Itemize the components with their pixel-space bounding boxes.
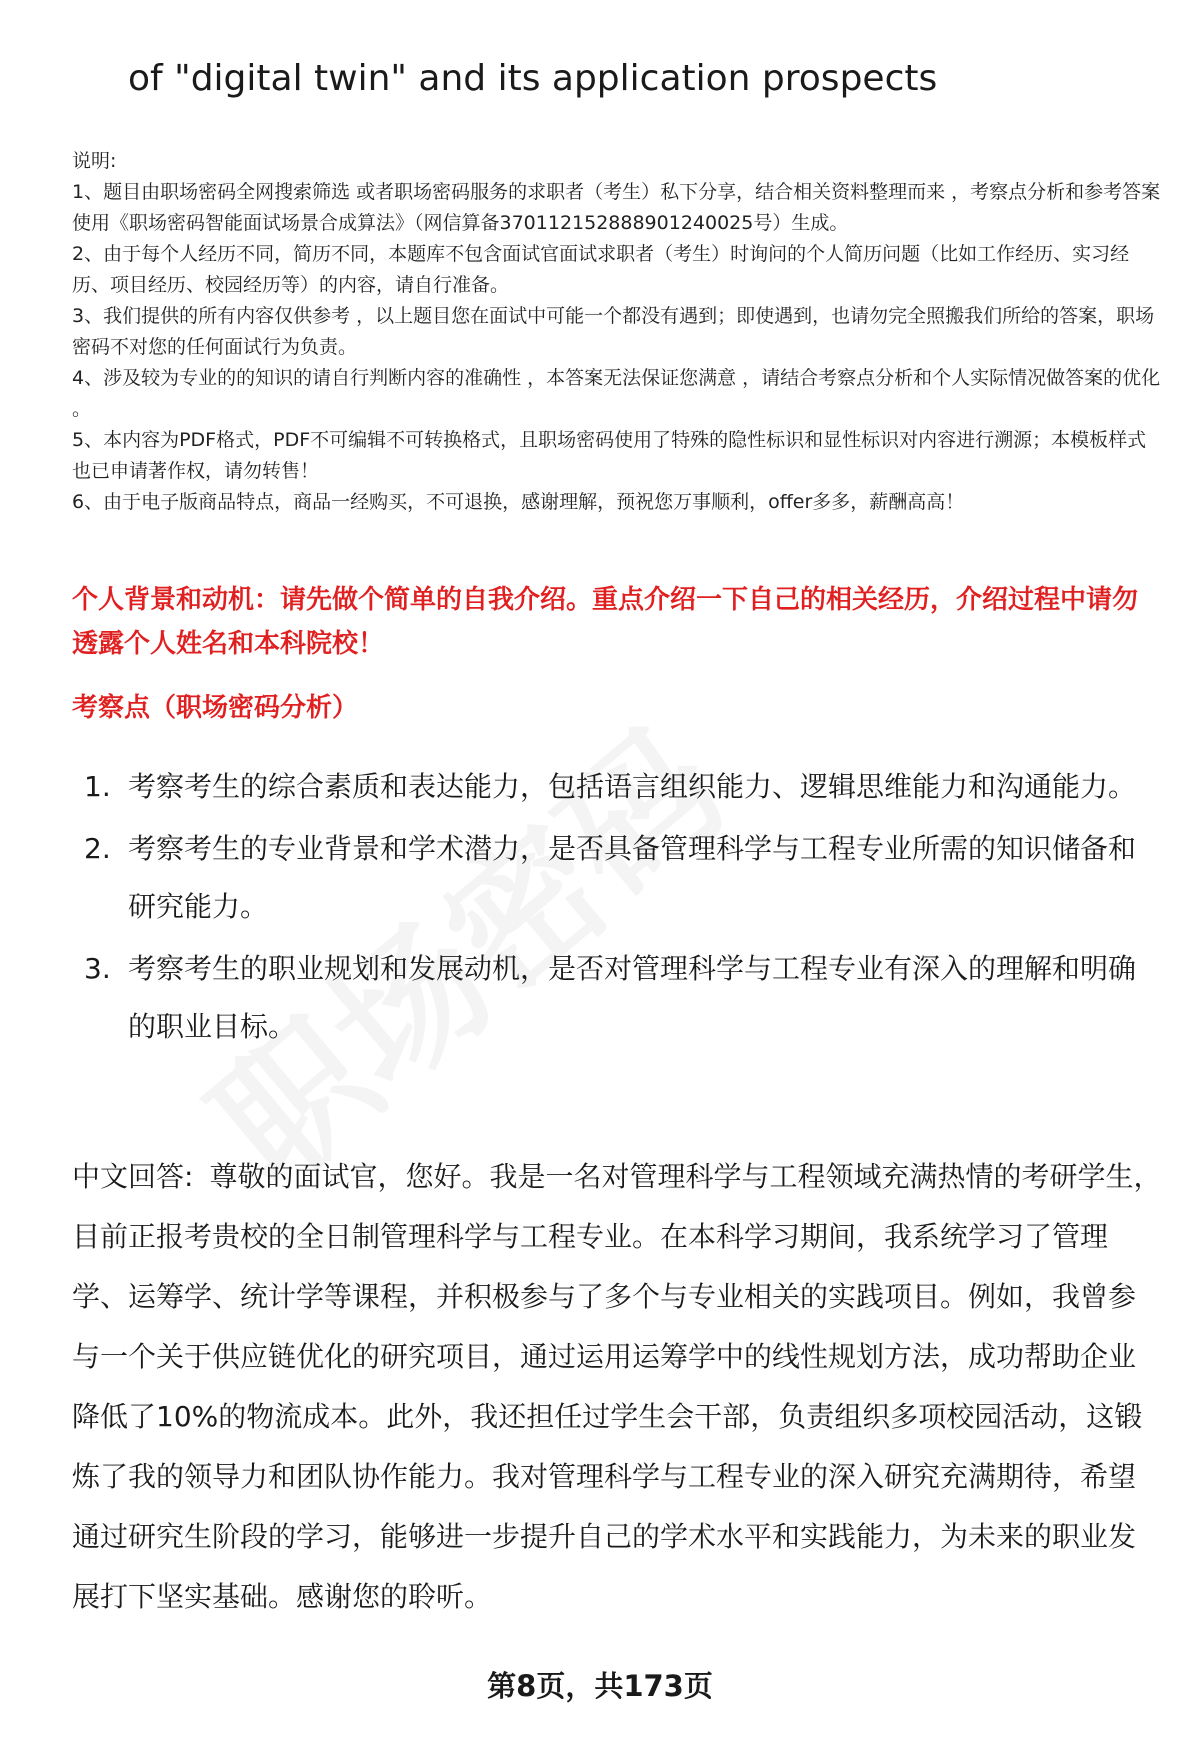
note-item: 4、涉及较为专业的的知识的请自行判断内容的准确性 ，本答案无法保证您满意 ，请结合考察点分析和个人实际情况做答案的优化 。 [72, 367, 1161, 420]
notes-label: 说明: [72, 150, 117, 172]
note-item: 1、题目由职场密码全网搜索筛选 或者职场密码服务的求职者（考生）私下分享，结合相关资料整理而来 ，考察点分析和参考答案使用《职场密码智能面试场景合成算法》（网信算备370112152888901240025号）生成。 [72, 181, 1161, 234]
interview-question: 个人背景和动机：请先做个简单的自我介绍。重点介绍一下自己的相关经历，介绍过程中请勿透露个人姓名和本科院校！ [72, 585, 1139, 659]
answer-text: 尊敬的面试官，您好。我是一名对管理科学与工程领域充满热情的考研学生，目前正报考贵校的全日制管理科学与工程专业。在本科学习期间，我系统学习了管理学、运筹学、统计学等课程，并积极参与了多个与专业相关的实践项目。例如，我曾参与一个关于供应链优化的研究项目，通过运用运筹学中的线性规划方法，成功帮助企业降低了10%的物流成本。此外，我还担任过学生会干部，负责组织多项校园活动，这锻炼了我的领导力和团队协作能力。我对管理科学与工程专业的深入研究充满期待，希望通过研究生阶段的学习，能够进一步提升自己的学术水平和实践能力，为未来的职业发展打下坚实基础。感谢您的聆听。 [72, 1160, 1162, 1613]
disclaimer-notes [72, 146, 1162, 518]
note-item: 3、我们提供的所有内容仅供参考 ，以上题目您在面试中可能一个都没有遇到；即使遇到，也请勿完全照搬我们所给的答案，职场密码不对您的任何面试行为负责。 [72, 305, 1155, 358]
page-number: 第8页，共173页 [487, 1669, 713, 1703]
analysis-point [80, 940, 1140, 1056]
page-title-fragment: of "digital twin" and its application prospects [128, 58, 938, 99]
note-item: 6、由于电子版商品特点，商品一经购买，不可退换，感谢理解，预祝您万事顺利，offer多多，薪酬高高！ [72, 491, 965, 513]
note-item: 2、由于每个人经历不同，简历不同，本题库不包含面试官面试求职者（考生）时询问的个人简历问题（比如工作经历、实习经历、项目经历、校园经历等）的内容，请自行准备。 [72, 243, 1130, 296]
note-item: 5、本内容为PDF格式，PDF不可编辑不可转换格式，且职场密码使用了特殊的隐性标识和显性标识对内容进行溯源；本模板样式也已申请著作权，请勿转售！ [72, 429, 1147, 482]
point-text: 考察考生的专业背景和学术潜力，是否具备管理科学与工程专业所需的知识储备和研究能力。 [128, 832, 1137, 923]
point-number: 1. [84, 770, 111, 803]
point-text: 考察考生的职业规划和发展动机，是否对管理科学与工程专业有深入的理解和明确的职业目标。 [128, 952, 1137, 1043]
answer-label: 中文回答: [72, 1160, 194, 1193]
analysis-point [80, 758, 1140, 816]
point-number: 3. [84, 952, 111, 985]
answer-block [72, 1147, 1162, 1627]
analysis-point [80, 820, 1140, 936]
point-number: 2. [84, 832, 111, 865]
analysis-heading: 考察点（职场密码分析） [72, 693, 359, 723]
analysis-points [80, 758, 1140, 1060]
point-text: 考察考生的综合素质和表达能力，包括语言组织能力、逻辑思维能力和沟通能力。 [128, 770, 1137, 803]
